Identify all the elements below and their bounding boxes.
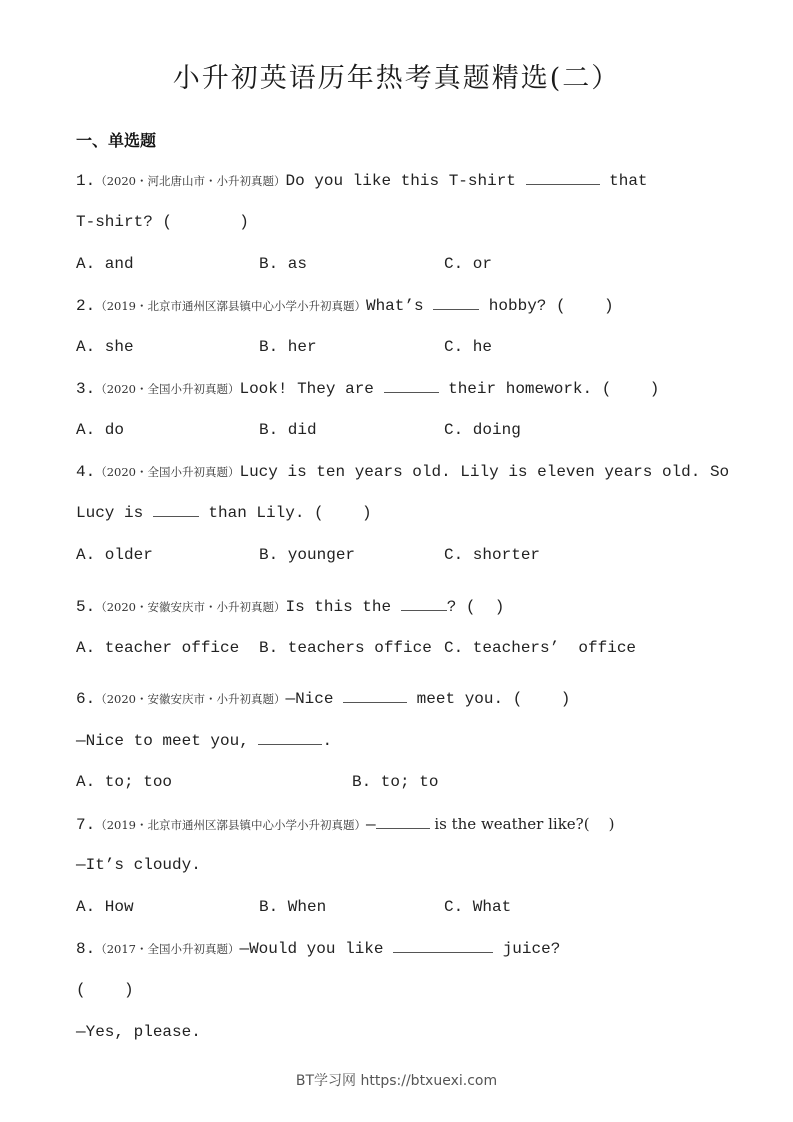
question-text: than Lily. ( ) — [198, 504, 372, 522]
question-number: 8. — [76, 940, 96, 958]
option-a: A. How — [76, 898, 134, 916]
option-b: B. did — [259, 421, 317, 439]
option-a: A. she — [76, 338, 134, 356]
answer-blank — [393, 938, 493, 953]
question-6-stem-line2 — [76, 730, 332, 752]
option-b: B. to; to — [352, 773, 439, 791]
question-4-stem — [76, 461, 729, 483]
question-source: （2019・北京市通州区漷县镇中心小学小升初真题） — [95, 818, 366, 832]
question-source: （2020・全国小升初真题） — [95, 382, 240, 396]
question-7-stem — [76, 813, 615, 836]
question-text: What’s — [365, 297, 434, 315]
answer-blank — [526, 170, 600, 185]
question-4-stem-line2 — [76, 502, 372, 524]
footer-watermark: BT学习网 https://btxuexi.com — [295, 1073, 498, 1089]
question-text: . — [322, 732, 333, 750]
question-source: （2017・全国小升初真题） — [95, 942, 240, 956]
question-text: ? ( ) — [446, 598, 505, 616]
question-text: Look! They are — [239, 380, 384, 398]
option-c: C. shorter — [444, 546, 541, 564]
question-text: —Would you like — [239, 940, 394, 958]
question-text: their homework. ( ) — [438, 380, 660, 398]
answer-blank — [343, 688, 407, 703]
question-number: 1. — [76, 172, 96, 190]
option-b: B. teachers office — [259, 639, 432, 657]
question-number: 3. — [76, 380, 96, 398]
question-8-stem-line2: ( ) — [76, 981, 134, 999]
question-source: （2020・安徽安庆市・小升初真题） — [95, 600, 286, 614]
question-number: 5. — [76, 598, 96, 616]
question-text: Lucy is — [76, 504, 153, 522]
answer-blank — [258, 730, 322, 745]
answer-blank — [376, 814, 430, 829]
option-b: B. her — [259, 338, 317, 356]
question-2-stem — [76, 295, 614, 317]
question-1-stem — [76, 170, 648, 192]
question-text: Lucy is ten years old. Lily is eleven years old. So — [239, 463, 730, 481]
question-text: hobby? ( ) — [479, 297, 614, 315]
question-8-stem — [76, 938, 560, 960]
option-c: C. doing — [444, 421, 521, 439]
option-a: A. teacher office — [76, 639, 240, 657]
question-number: 2. — [76, 297, 96, 315]
question-1-stem-line2: T-shirt? ( ) — [76, 213, 249, 231]
option-c: C. or — [444, 255, 493, 273]
option-c: C. teachers’ office — [444, 639, 637, 657]
question-6-stem — [76, 688, 570, 710]
question-7-stem-line2: —It’s cloudy. — [76, 856, 201, 874]
option-a: A. do — [76, 421, 125, 439]
question-text: Is this the — [285, 598, 401, 616]
option-a: A. older — [76, 546, 153, 564]
question-8-stem-line3: —Yes, please. — [76, 1023, 201, 1041]
question-source: （2020・安徽安庆市・小升初真题） — [95, 692, 286, 706]
question-text: — — [365, 816, 376, 834]
option-c: C. What — [444, 898, 512, 916]
question-text: Do you like this T-shirt — [285, 172, 526, 190]
question-number: 7. — [76, 816, 96, 834]
question-number: 4. — [76, 463, 96, 481]
question-source: （2019・北京市通州区漷县镇中心小学小升初真题） — [95, 299, 366, 313]
answer-blank — [153, 502, 199, 517]
option-b: B. as — [259, 255, 308, 273]
answer-blank — [401, 596, 447, 611]
question-text: juice? — [493, 940, 561, 958]
option-b: B. When — [259, 898, 327, 916]
question-text: —Nice to meet you, — [76, 732, 259, 750]
question-text: —Nice — [285, 690, 344, 708]
answer-blank — [384, 378, 439, 393]
page-title: 小升初英语历年热考真题精选(二） — [172, 63, 621, 94]
question-text: that — [599, 172, 648, 190]
option-c: C. he — [444, 338, 493, 356]
question-number: 6. — [76, 690, 96, 708]
question-text: is the weather like?( ) — [429, 815, 615, 833]
question-text: meet you. ( ) — [407, 690, 571, 708]
section-heading: 一、单选题 — [76, 131, 157, 150]
question-source: （2020・河北唐山市・小升初真题） — [95, 174, 286, 188]
option-a: A. to; too — [76, 773, 173, 791]
option-b: B. younger — [259, 546, 356, 564]
question-5-stem — [76, 596, 504, 618]
option-a: A. and — [76, 255, 134, 273]
question-3-stem — [76, 378, 659, 400]
answer-blank — [433, 295, 479, 310]
question-source: （2020・全国小升初真题） — [95, 465, 240, 479]
